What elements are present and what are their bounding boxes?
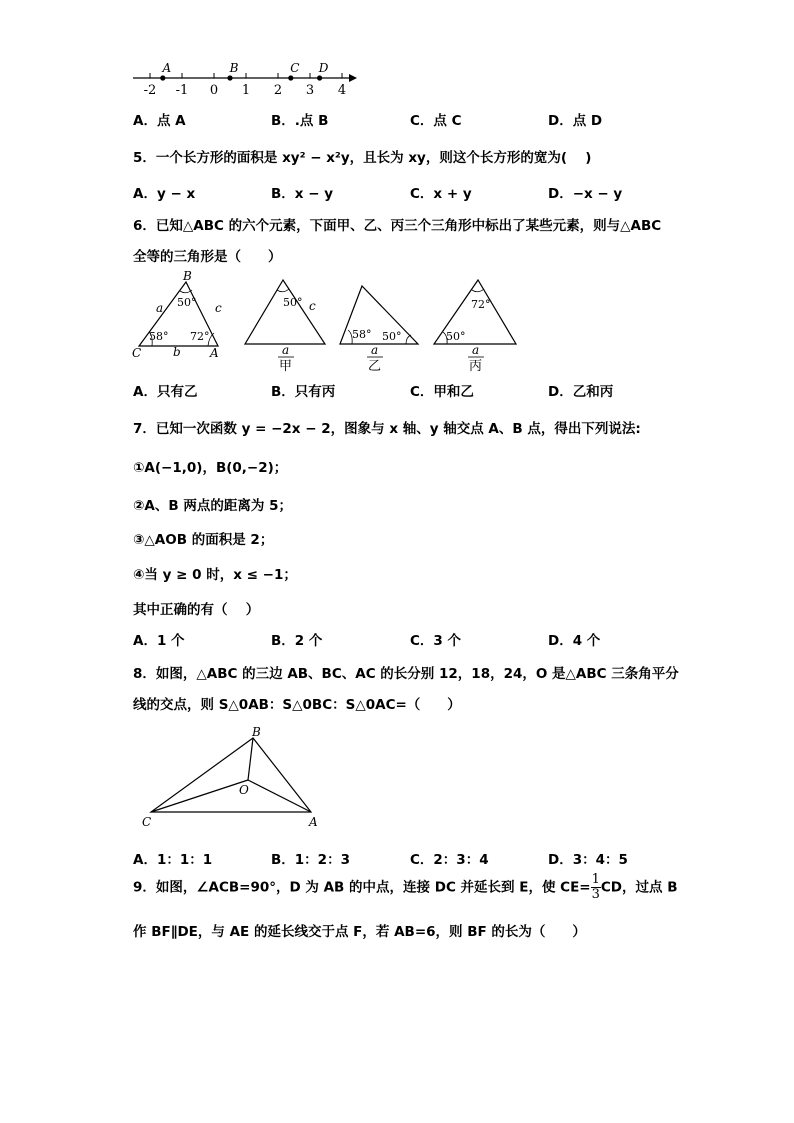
yi-side-a: a — [371, 343, 379, 357]
number-line-point-c — [288, 75, 293, 80]
angle-c: 58° — [149, 330, 169, 343]
q9-fraction — [591, 873, 601, 902]
bing-angle1: 72° — [471, 298, 491, 311]
q9-frac-numerator: 1 — [591, 872, 600, 887]
q6-option-c[interactable]: C．甲和乙 — [410, 384, 474, 400]
number-line-tick-label: 2 — [273, 83, 283, 98]
number-line-figure — [125, 58, 365, 100]
q7-question: 其中正确的有（ ） — [133, 602, 260, 618]
q8-option-b[interactable]: B．1：2：3 — [271, 852, 350, 868]
q9-text-part1: 9．如图，∠ACB=90°，D 为 AB 的中点，连接 DC 并延长到 E，使 CE= — [133, 879, 591, 896]
q8-label-c: C — [142, 815, 152, 829]
q8-line-bo — [248, 738, 253, 780]
q5-option-a[interactable]: A．y − x — [133, 186, 196, 202]
side-a: a — [156, 301, 164, 315]
side-b: b — [173, 345, 181, 359]
q6-option-a[interactable]: A．只有乙 — [133, 384, 198, 400]
bing-angle2: 50° — [446, 330, 466, 343]
triangle-abc — [132, 269, 222, 360]
q8-label-b: B — [252, 725, 261, 739]
q5-option-d[interactable]: D．−x − y — [548, 186, 623, 202]
angle-b: 50° — [177, 296, 197, 309]
q8-figure — [135, 720, 335, 832]
q9-text-part2: CD，过点 B — [600, 879, 678, 896]
bing-name: 丙 — [469, 359, 483, 374]
jia-side-c: c — [309, 299, 316, 313]
q7-statement-1: ①A(−1,0)，B(0,−2)； — [133, 460, 288, 476]
number-line-arrow — [349, 74, 357, 82]
number-line-point-label: C — [290, 61, 300, 75]
yi-angle1: 58° — [352, 328, 372, 341]
number-line-tick-label: 4 — [337, 83, 347, 98]
number-line-tick-label: -1 — [175, 83, 189, 98]
number-line-point-b — [227, 75, 232, 80]
number-line-point-label: D — [318, 61, 329, 75]
q7-option-a[interactable]: A．1 个 — [133, 633, 185, 649]
bing-side-a: a — [472, 343, 480, 357]
jia-name: 甲 — [279, 359, 293, 374]
number-line-tick-label: 3 — [305, 83, 315, 98]
q8-option-a[interactable]: A．1：1：1 — [133, 852, 213, 868]
jia-angle: 50° — [283, 296, 303, 309]
number-line-tick-label: 0 — [209, 83, 219, 98]
q9-text-line1 — [133, 873, 678, 902]
q8-line-ao — [248, 780, 311, 812]
jia-side-a: a — [282, 343, 290, 357]
number-line-tick-label: -2 — [143, 83, 157, 98]
number-line-point-label: A — [162, 61, 172, 75]
side-c: c — [215, 301, 222, 315]
number-line-tick-label: 1 — [241, 83, 251, 98]
q4-option-a[interactable]: A．点 A — [133, 113, 186, 129]
q7-option-c[interactable]: C．3 个 — [410, 633, 462, 649]
q6-option-b[interactable]: B．只有丙 — [271, 384, 336, 400]
angle-a: 72° — [190, 330, 210, 343]
number-line-point-a — [160, 75, 165, 80]
label-c: C — [132, 346, 142, 360]
label-b: B — [183, 269, 192, 283]
q8-text-line1: 8．如图，△ABC 的三边 AB、BC、AC 的长分别 12，18，24，O 是△ABC 三条角平分 — [133, 666, 679, 682]
triangle-jia — [245, 280, 325, 374]
q7-text: 7．已知一次函数 y = −2x − 2，图象与 x 轴、y 轴交点 A、B 点，得出下列说法: — [133, 421, 641, 437]
triangle-bing — [434, 280, 516, 374]
q7-statement-4: ④当 y ≥ 0 时，x ≤ −1； — [133, 567, 297, 583]
q7-option-b[interactable]: B．2 个 — [271, 633, 323, 649]
q4-option-b[interactable]: B．.点 B — [271, 113, 329, 129]
q9-text-line2: 作 BF∥DE，与 AE 的延长线交于点 F，若 AB=6，则 BF 的长为（ ） — [133, 924, 586, 940]
label-a: A — [210, 346, 219, 360]
yi-angle2: 50° — [382, 330, 402, 343]
q6-text-line2: 全等的三角形是（ ） — [133, 249, 282, 265]
number-line-point-label: B — [229, 61, 239, 75]
q4-option-d[interactable]: D．点 D — [548, 113, 603, 129]
q7-statement-2: ②A、B 两点的距离为 5； — [133, 498, 292, 514]
q7-statement-3: ③△AOB 的面积是 2； — [133, 532, 274, 548]
q8-line-co — [151, 780, 248, 812]
q8-option-c[interactable]: C．2：3：4 — [410, 852, 489, 868]
q4-option-c[interactable]: C．点 C — [410, 113, 462, 129]
q8-text-line2: 线的交点，则 S△0AB：S△0BC：S△0AC=（ ） — [133, 697, 461, 713]
number-line-point-d — [317, 75, 322, 80]
q5-option-b[interactable]: B．x − y — [271, 186, 334, 202]
q8-label-o: O — [239, 783, 249, 797]
yi-name: 乙 — [368, 359, 382, 374]
triangle-yi — [340, 286, 418, 374]
q5-text: 5．一个长方形的面积是 xy² − x²y，且长为 xy，则这个长方形的宽为( ) — [133, 150, 592, 166]
q8-triangle — [151, 738, 311, 812]
q5-option-c[interactable]: C．x + y — [410, 186, 472, 202]
q7-option-d[interactable]: D．4 个 — [548, 633, 601, 649]
q6-text-line1: 6．已知△ABC 的六个元素，下面甲、乙、丙三个三角形中标出了某些元素，则与△ABC — [133, 218, 662, 234]
q6-option-d[interactable]: D．乙和丙 — [548, 384, 614, 400]
q8-label-a: A — [309, 815, 318, 829]
q8-option-d[interactable]: D．3：4：5 — [548, 852, 628, 868]
q6-triangles-figure — [128, 266, 528, 376]
q9-frac-denominator: 3 — [591, 887, 600, 902]
